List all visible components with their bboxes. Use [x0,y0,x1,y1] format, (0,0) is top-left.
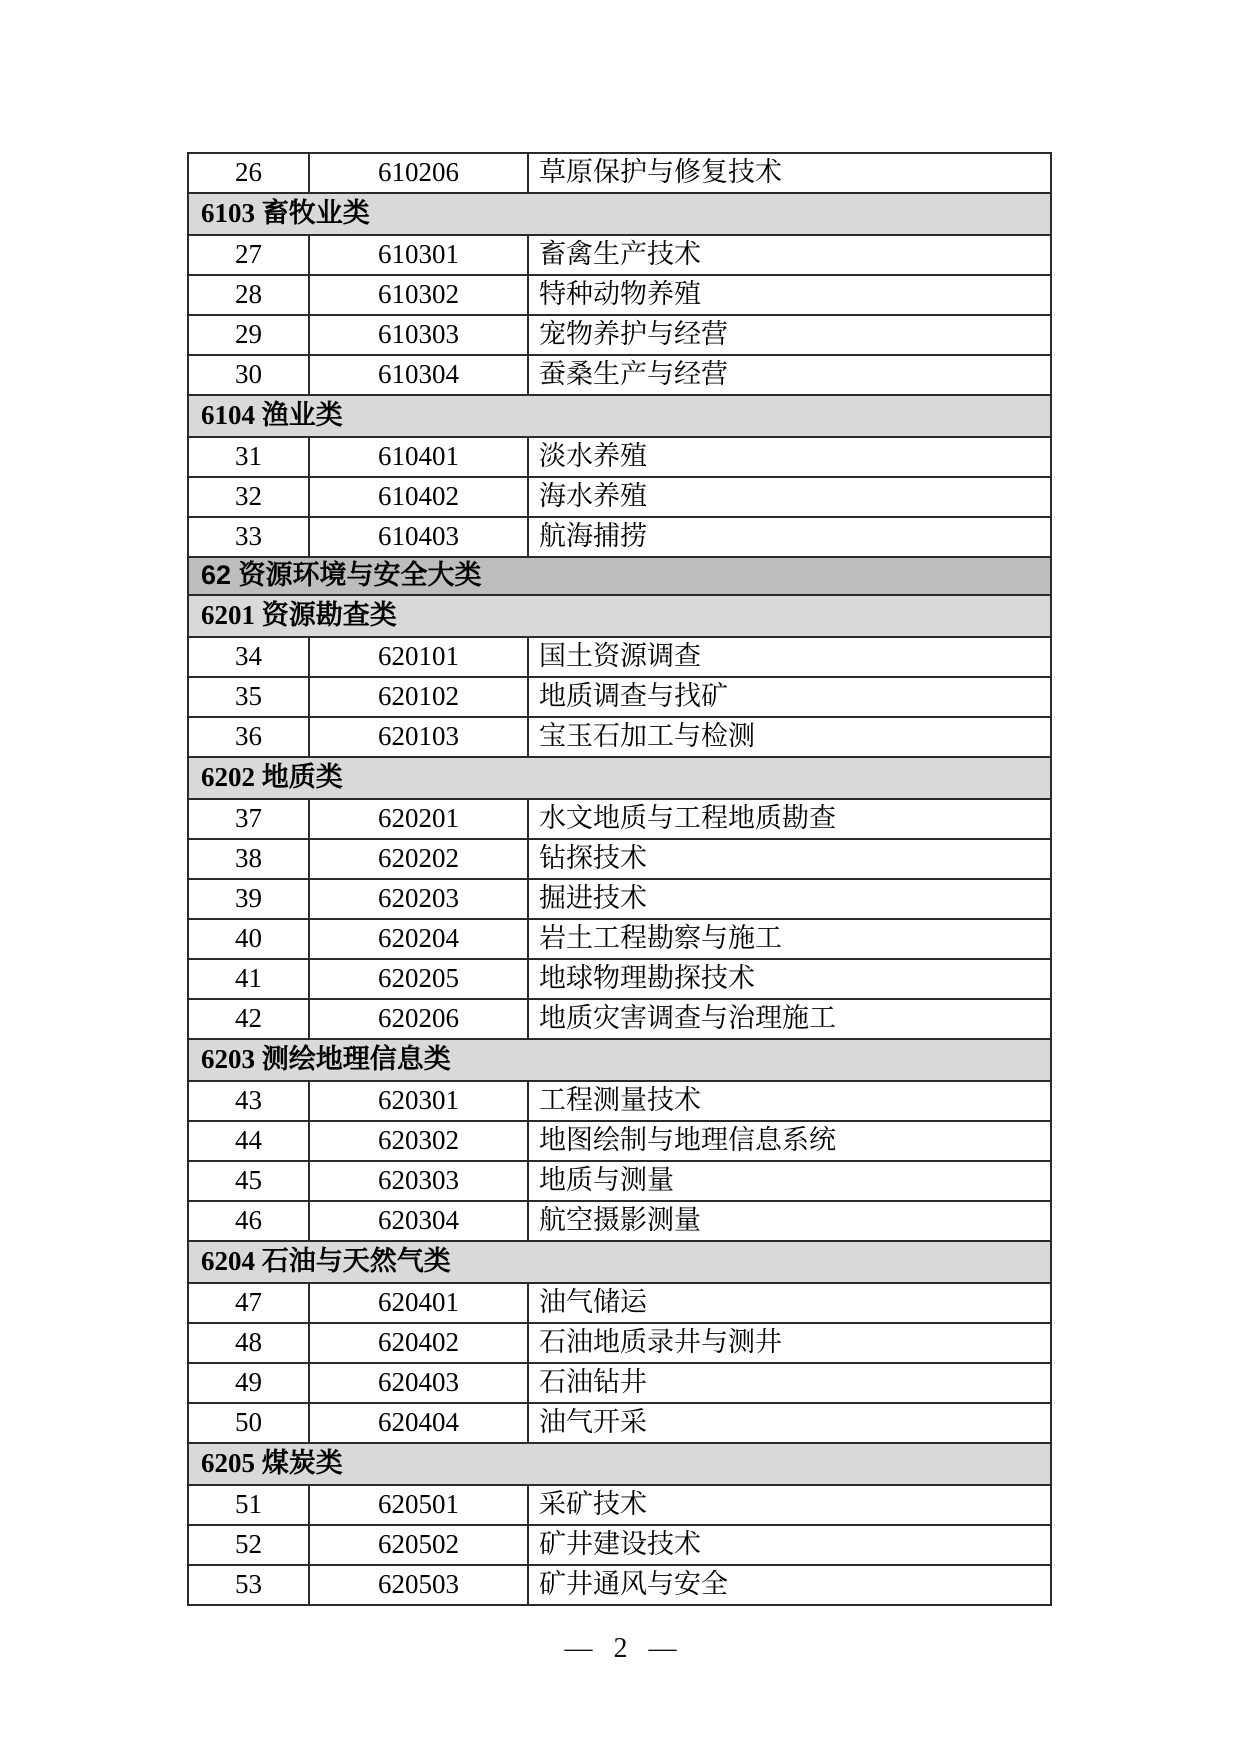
subcategory-header-row [188,395,1051,437]
cell-serial-number: 52 [188,1525,309,1565]
category-header-label: 6204 石油与天然气类 [188,1241,1051,1283]
table-row [188,879,1051,919]
cell-major-code: 620404 [309,1403,528,1443]
table-row [188,637,1051,677]
cell-serial-number: 42 [188,999,309,1039]
table-row [188,275,1051,315]
table-row [188,919,1051,959]
table-row [188,999,1051,1039]
cell-major-name: 宝玉石加工与检测 [528,717,1051,757]
table-row [188,355,1051,395]
cell-major-code: 620204 [309,919,528,959]
cell-serial-number: 40 [188,919,309,959]
table-row [188,799,1051,839]
cell-major-code: 620502 [309,1525,528,1565]
major-category-header-row [188,557,1051,595]
subcategory-header-row [188,1241,1051,1283]
cell-major-name: 钻探技术 [528,839,1051,879]
cell-major-code: 610403 [309,517,528,557]
cell-major-code: 620206 [309,999,528,1039]
cell-major-code: 610401 [309,437,528,477]
table-row [188,477,1051,517]
cell-serial-number: 34 [188,637,309,677]
table-row [188,1201,1051,1241]
cell-major-code: 620301 [309,1081,528,1121]
cell-major-code: 610402 [309,477,528,517]
table-row [188,1161,1051,1201]
cell-major-name: 畜禽生产技术 [528,235,1051,275]
major-code-table [187,152,1052,1606]
cell-major-name: 海水养殖 [528,477,1051,517]
cell-serial-number: 43 [188,1081,309,1121]
cell-major-code: 620201 [309,799,528,839]
cell-major-code: 610304 [309,355,528,395]
table-row [188,1121,1051,1161]
subcategory-header-row [188,757,1051,799]
table-row [188,315,1051,355]
cell-major-code: 610206 [309,153,528,193]
cell-major-code: 620202 [309,839,528,879]
cell-major-name: 国土资源调查 [528,637,1051,677]
cell-serial-number: 38 [188,839,309,879]
table-row [188,959,1051,999]
cell-major-name: 宠物养护与经营 [528,315,1051,355]
cell-major-name: 工程测量技术 [528,1081,1051,1121]
category-header-label: 6103 畜牧业类 [188,193,1051,235]
cell-major-name: 地质灾害调查与治理施工 [528,999,1051,1039]
table-row [188,1363,1051,1403]
cell-major-name: 草原保护与修复技术 [528,153,1051,193]
cell-major-name: 航空摄影测量 [528,1201,1051,1241]
table-row [188,1283,1051,1323]
cell-major-name: 岩土工程勘察与施工 [528,919,1051,959]
cell-serial-number: 35 [188,677,309,717]
cell-major-code: 610301 [309,235,528,275]
cell-major-name: 地质调查与找矿 [528,677,1051,717]
cell-serial-number: 41 [188,959,309,999]
category-header-label: 6104 渔业类 [188,395,1051,437]
subcategory-header-row [188,193,1051,235]
cell-serial-number: 31 [188,437,309,477]
subcategory-header-row [188,1039,1051,1081]
subcategory-header-row [188,1443,1051,1485]
cell-serial-number: 48 [188,1323,309,1363]
cell-major-code: 620302 [309,1121,528,1161]
cell-major-name: 蚕桑生产与经营 [528,355,1051,395]
page-number: — 2 — [564,1633,677,1664]
cell-major-name: 航海捕捞 [528,517,1051,557]
cell-major-name: 特种动物养殖 [528,275,1051,315]
cell-serial-number: 50 [188,1403,309,1443]
table-row [188,235,1051,275]
cell-serial-number: 39 [188,879,309,919]
table-row [188,839,1051,879]
category-header-label: 6203 测绘地理信息类 [188,1039,1051,1081]
cell-serial-number: 37 [188,799,309,839]
cell-serial-number: 47 [188,1283,309,1323]
table-row [188,1485,1051,1525]
cell-serial-number: 27 [188,235,309,275]
cell-major-name: 地质与测量 [528,1161,1051,1201]
category-header-label: 62 资源环境与安全大类 [188,557,1051,595]
cell-serial-number: 30 [188,355,309,395]
cell-major-name: 矿井通风与安全 [528,1565,1051,1605]
cell-major-name: 石油地质录井与测井 [528,1323,1051,1363]
cell-serial-number: 32 [188,477,309,517]
cell-major-code: 620403 [309,1363,528,1403]
cell-major-name: 采矿技术 [528,1485,1051,1525]
cell-major-code: 620503 [309,1565,528,1605]
cell-major-code: 620303 [309,1161,528,1201]
cell-major-name: 石油钻井 [528,1363,1051,1403]
cell-serial-number: 36 [188,717,309,757]
cell-major-name: 掘进技术 [528,879,1051,919]
cell-major-code: 620203 [309,879,528,919]
cell-major-name: 油气开采 [528,1403,1051,1443]
cell-serial-number: 49 [188,1363,309,1403]
cell-major-name: 矿井建设技术 [528,1525,1051,1565]
cell-serial-number: 53 [188,1565,309,1605]
category-header-label: 6201 资源勘查类 [188,595,1051,637]
cell-serial-number: 28 [188,275,309,315]
table-row [188,437,1051,477]
cell-serial-number: 44 [188,1121,309,1161]
major-code-table-body [188,153,1051,1605]
cell-major-code: 620501 [309,1485,528,1525]
cell-major-code: 620402 [309,1323,528,1363]
table-row [188,1565,1051,1605]
subcategory-header-row [188,595,1051,637]
table-row [188,1081,1051,1121]
cell-major-code: 620401 [309,1283,528,1323]
cell-major-name: 水文地质与工程地质勘查 [528,799,1051,839]
table-row [188,1525,1051,1565]
category-header-label: 6205 煤炭类 [188,1443,1051,1485]
category-header-label: 6202 地质类 [188,757,1051,799]
table-row [188,717,1051,757]
cell-major-code: 610303 [309,315,528,355]
cell-serial-number: 51 [188,1485,309,1525]
cell-serial-number: 33 [188,517,309,557]
cell-major-code: 620205 [309,959,528,999]
table-row [188,677,1051,717]
cell-major-code: 620101 [309,637,528,677]
table-row [188,153,1051,193]
cell-major-name: 地球物理勘探技术 [528,959,1051,999]
cell-major-code: 620304 [309,1201,528,1241]
cell-major-name: 淡水养殖 [528,437,1051,477]
cell-major-code: 620102 [309,677,528,717]
cell-serial-number: 45 [188,1161,309,1201]
cell-major-name: 地图绘制与地理信息系统 [528,1121,1051,1161]
cell-serial-number: 26 [188,153,309,193]
cell-serial-number: 46 [188,1201,309,1241]
cell-major-code: 610302 [309,275,528,315]
cell-major-name: 油气储运 [528,1283,1051,1323]
table-row [188,1403,1051,1443]
cell-major-code: 620103 [309,717,528,757]
table-row [188,517,1051,557]
cell-serial-number: 29 [188,315,309,355]
table-row [188,1323,1051,1363]
